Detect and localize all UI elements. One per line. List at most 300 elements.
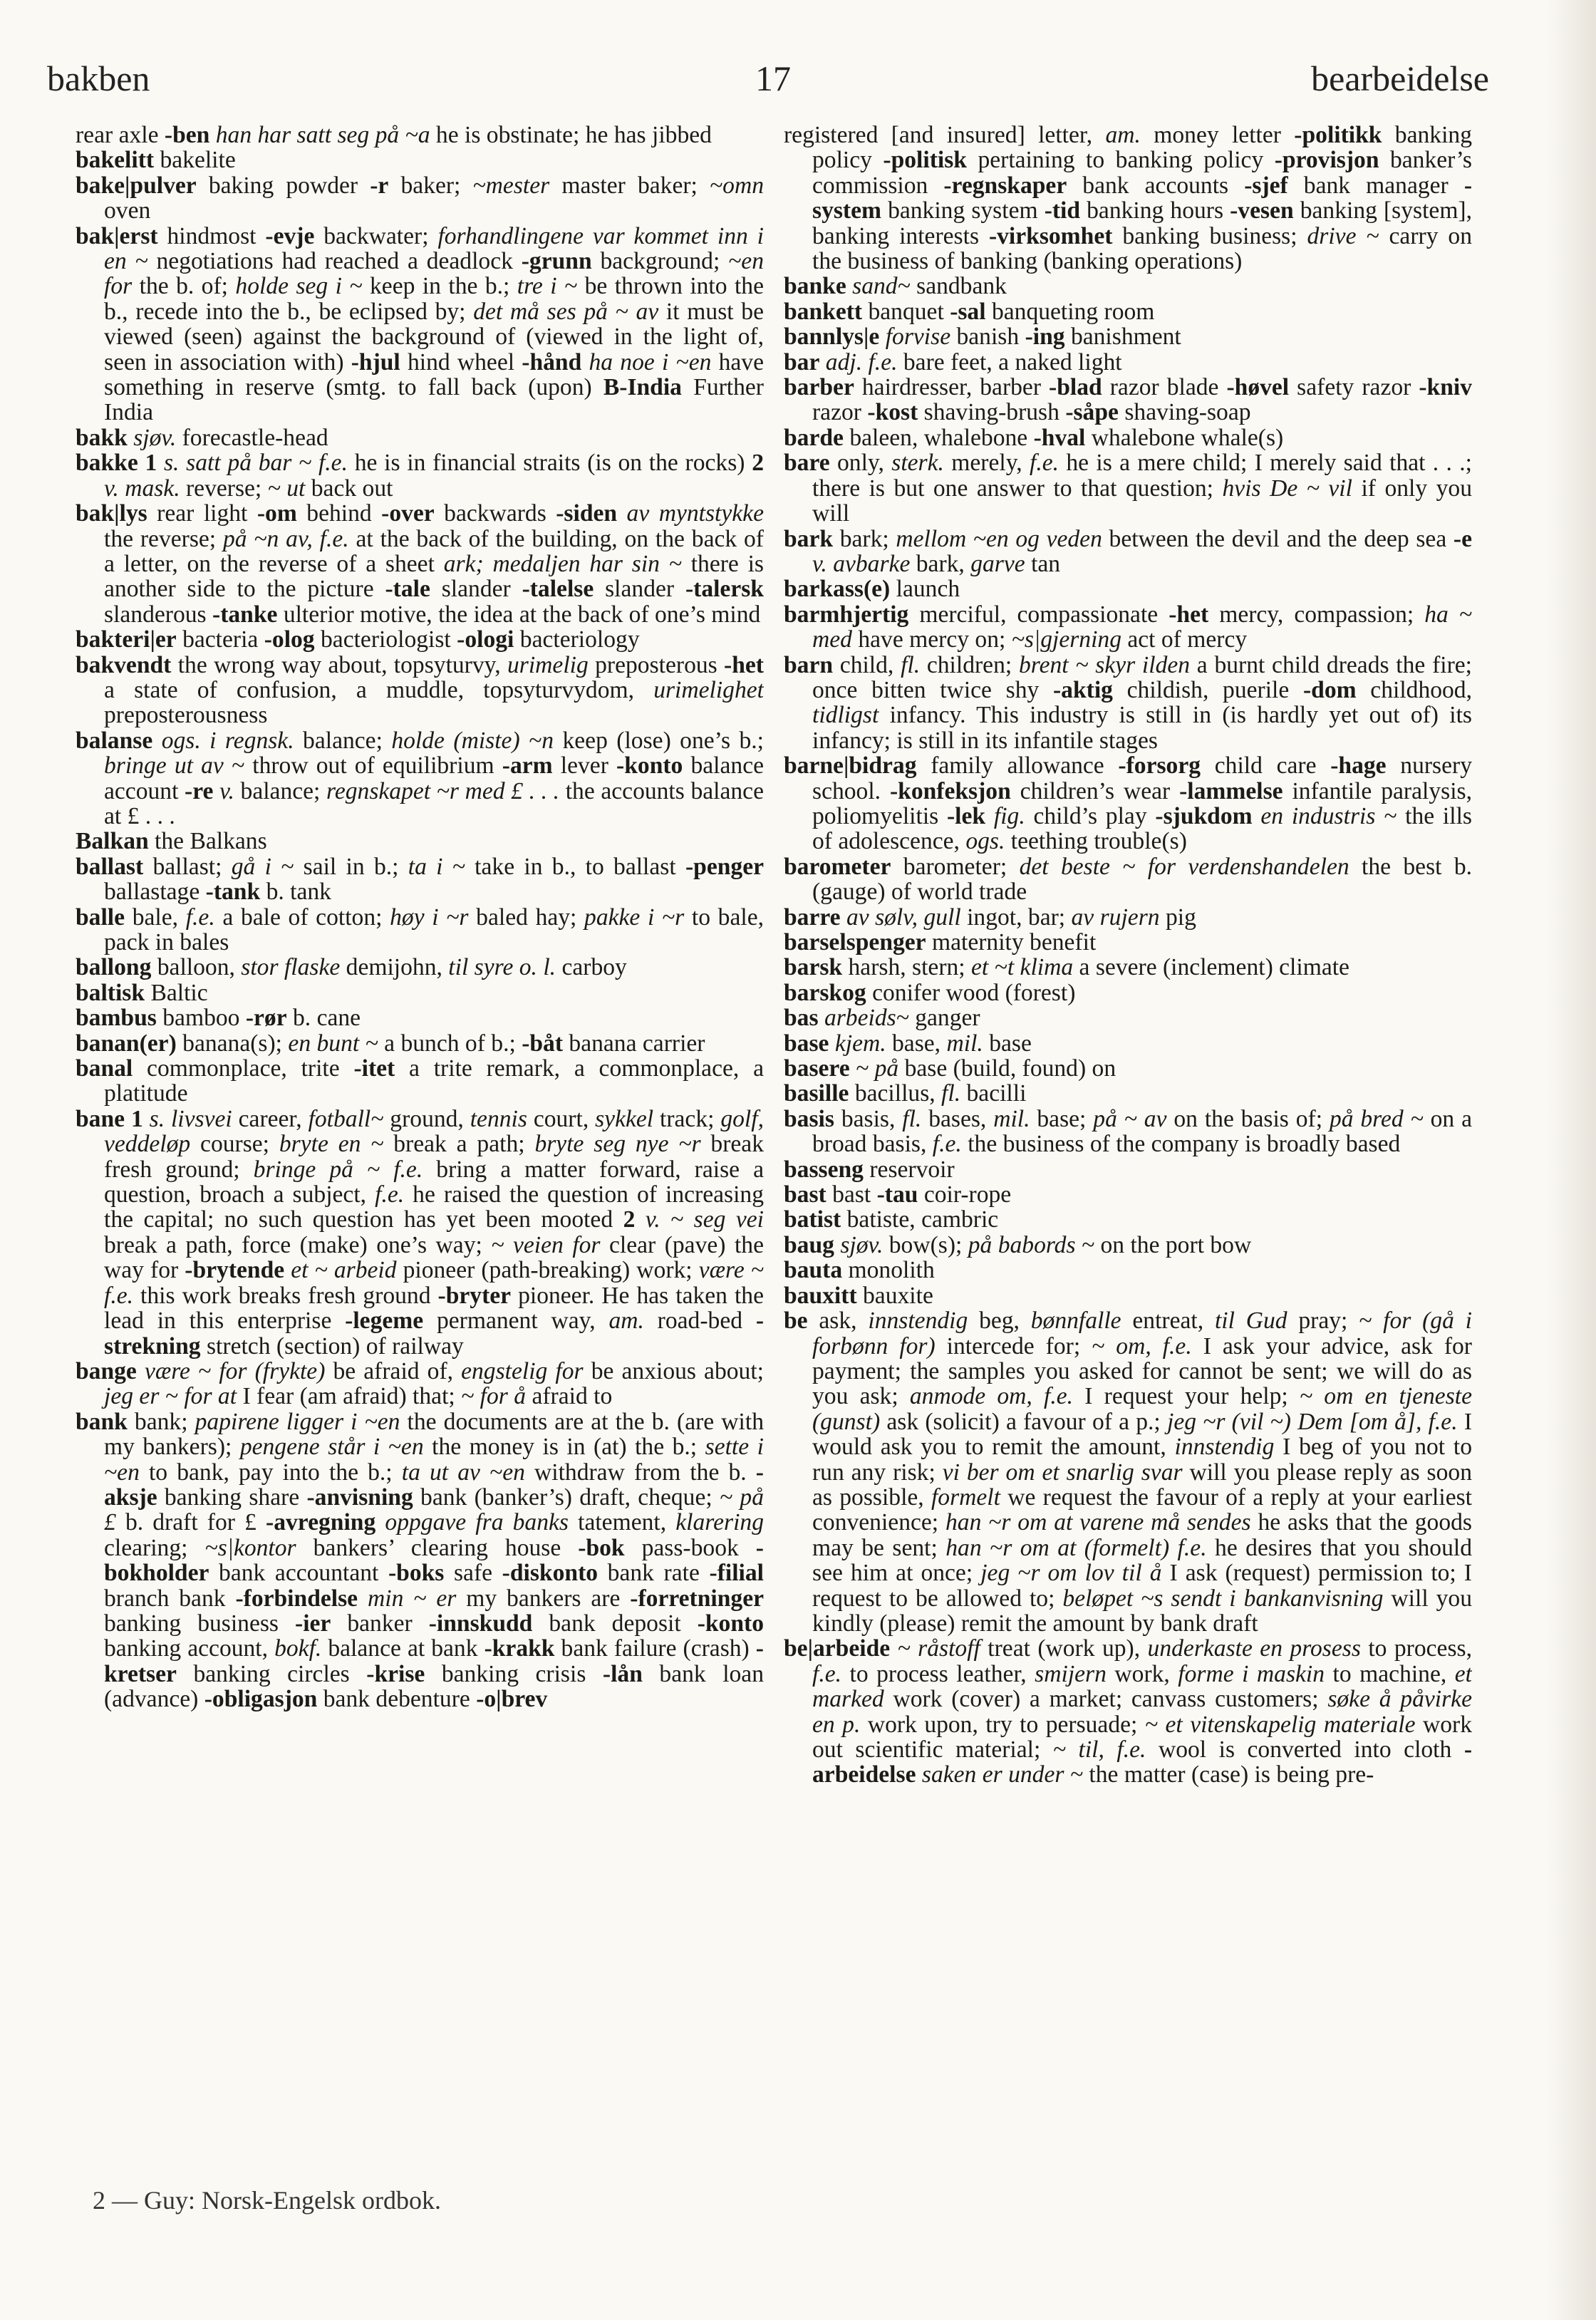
entry-text: on the basis of; [1166, 1105, 1330, 1132]
entry-text: banking circles [176, 1660, 367, 1687]
entry-headword: -bokholder [104, 1534, 764, 1587]
entry-headword: B-India [603, 374, 682, 401]
entry-text: shaving-soap [1118, 399, 1251, 426]
entry-headword: -provisjon [1274, 147, 1379, 174]
entry-headword: -forbindelse [235, 1585, 358, 1612]
dictionary-entry [784, 1107, 1472, 1157]
entry-headword: barn [784, 651, 834, 678]
entry-italic-text: til Gud [1214, 1307, 1287, 1335]
entry-text: it must be viewed (seen) against the background of (viewed in the light of, seen in association with) [104, 298, 764, 376]
entry-text: he desires that you should see him at once; [812, 1534, 1472, 1587]
entry-text: banking [system], banking interests [812, 197, 1472, 249]
dictionary-entry [784, 1283, 1472, 1308]
entry-headword: -r [370, 172, 389, 199]
entry-text: will you kindly (please) remit the amount by bank draft [812, 1585, 1472, 1637]
entry-italic-text: ~ om en tjeneste (gunst) [812, 1383, 1472, 1435]
entry-headword: -forretninger [630, 1585, 764, 1612]
entry-italic-text: saken er under ~ [921, 1761, 1084, 1788]
entry-text: bale, [125, 903, 186, 931]
entry-text: a bunch of b.; [378, 1030, 522, 1057]
entry-headword: bak|lys [76, 500, 147, 527]
footer-signature: 2 — Guy: Norsk-Engelsk ordbok. [93, 2186, 441, 2215]
dictionary-entry [784, 1636, 1472, 1787]
entry-text: break fresh ground; [104, 1131, 764, 1183]
entry-headword: -krise [366, 1660, 425, 1687]
entry-italic-text: f.e. [185, 903, 215, 931]
entry-text: banker [331, 1610, 429, 1637]
entry-text: preposterous [588, 651, 725, 678]
entry-text: he is in financial straits (is on the rocks) [348, 450, 752, 477]
entry-text: have mercy on; [851, 626, 1012, 653]
entry-text: entreat, [1121, 1307, 1215, 1335]
entry-italic-text: s. livsvei [149, 1105, 232, 1132]
dictionary-entry [784, 1308, 1472, 1636]
entry-headword: be|arbeide [784, 1635, 891, 1662]
entry-text: course; [190, 1131, 279, 1158]
entry-italic-text: det beste ~ for verdenshandelen [1019, 853, 1349, 880]
entry-text [850, 1055, 856, 1082]
entry-text: b. draft for £ [115, 1509, 266, 1536]
entry-italic-text: ~ ut [267, 475, 306, 502]
entry-text: he asks that the goods may be sent; [812, 1509, 1472, 1561]
entry-text [879, 323, 885, 350]
entry-headword: -hval [1033, 424, 1086, 451]
entry-text: court, [527, 1105, 596, 1132]
entry-italic-text: regnskapet ~r med £ . . . [326, 777, 560, 804]
entry-text: reverse; [180, 475, 268, 502]
entry-text: beg, [968, 1307, 1031, 1335]
entry-headword: barometer [784, 853, 891, 880]
entry-headword: -talelse [522, 576, 594, 603]
entry-italic-text: ~ til, f.e. [1052, 1736, 1146, 1763]
entry-text: to bank, pay into the b.; [139, 1459, 402, 1486]
entry-italic-text: am. [1105, 123, 1141, 148]
entry-italic-text: mil. [946, 1030, 983, 1057]
entry-text: sail in b.; [294, 853, 408, 880]
entry-headword: banan(er) [76, 1030, 177, 1057]
entry-italic-text: ~omn [710, 172, 764, 199]
entry-headword: banke [784, 273, 846, 300]
entry-headword: -over [381, 500, 435, 527]
entry-italic-text: et marked [812, 1660, 1472, 1713]
entry-text: banking share [157, 1483, 307, 1511]
entry-text: bank manager [1287, 172, 1464, 199]
dictionary-entry [784, 274, 1472, 299]
dictionary-entry [784, 527, 1472, 577]
entry-text: if only you will [812, 475, 1472, 527]
entry-headword: bas [784, 1005, 819, 1032]
entry-italic-text: urimelig [507, 651, 589, 678]
entry-italic-text: forvise [885, 323, 951, 351]
entry-italic-text: et ~t klima [971, 954, 1074, 981]
entry-text: backwards [434, 500, 556, 527]
entry-headword: -virksomhet [988, 222, 1113, 249]
dictionary-entry [76, 224, 764, 425]
entry-italic-text: av rujern [1071, 903, 1160, 931]
entry-text: pig [1159, 903, 1196, 931]
entry-headword: bakk [76, 424, 128, 451]
entry-text: bakelite [154, 147, 236, 174]
entry-headword: -grunn [521, 248, 592, 275]
entry-italic-text: ha ~ med [812, 601, 1472, 653]
entry-italic-text: vi ber om et snarlig svar [942, 1459, 1183, 1486]
entry-text: to process, [1360, 1635, 1472, 1662]
entry-headword: 1 [145, 450, 157, 477]
entry-italic-text: adj. f.e. [825, 348, 898, 376]
entry-italic-text: være ~ f.e. [104, 1257, 764, 1309]
entry-italic-text: stor flaske [241, 954, 341, 981]
entry-headword: base [784, 1030, 829, 1057]
entry-text: nursery school. [812, 752, 1472, 804]
entry-text: forecastle-head [176, 424, 328, 451]
entry-text: bast [826, 1181, 877, 1208]
entry-headword: -o|brev [476, 1686, 548, 1713]
entry-text: bacillus, [849, 1080, 942, 1107]
entry-italic-text: ~en for [104, 248, 764, 300]
entry-text: conifer wood (forest) [866, 979, 1076, 1006]
entry-headword: -evje [265, 222, 315, 249]
entry-text: he is a mere child; I merely said that . . .; there is but one answer to that question; [812, 450, 1472, 502]
entry-text: background; [591, 248, 729, 275]
entry-italic-text: min ~ er [368, 1585, 457, 1612]
entry-headword: barselspenger [784, 929, 926, 956]
entry-text: pioneer. He has taken the lead in this enterprise [104, 1282, 764, 1335]
entry-headword: basere [784, 1055, 850, 1082]
entry-italic-text: ~ om, f.e. [1092, 1332, 1192, 1360]
entry-text: hairdresser, barber [854, 374, 1050, 401]
entry-text: children; [920, 651, 1019, 678]
dictionary-entry [784, 1005, 1472, 1030]
entry-italic-text: f.e. [1030, 450, 1059, 477]
entry-text [143, 1106, 150, 1132]
entry-text: I would ask you to remit the amount, [812, 1408, 1472, 1461]
entry-headword: -hånd [522, 348, 582, 376]
entry-text: reservoir [863, 1156, 955, 1183]
entry-headword: -tau [876, 1181, 918, 1208]
entry-text: Further India [104, 374, 764, 426]
entry-italic-text: ~s|gjerning [1011, 626, 1121, 653]
entry-italic-text: hvis De ~ vil [1222, 475, 1352, 502]
entry-text: pioneer (path-breaking) work; [396, 1257, 699, 1284]
entry-text: baking powder [196, 172, 370, 199]
entry-headword: -lek [947, 802, 986, 829]
entry-headword: -ologi [457, 626, 514, 653]
entry-text: balance at bank [321, 1635, 484, 1662]
entry-text: be afraid of, [325, 1357, 462, 1384]
entry-italic-text: jeg er ~ for at [104, 1383, 237, 1410]
entry-text: bank debenture [317, 1686, 477, 1713]
entry-headword: bane [76, 1105, 125, 1132]
entry-italic-text: ta i ~ [408, 853, 465, 880]
entry-text: the accounts balance at £ . . . [104, 777, 764, 829]
entry-headword: bak|erst [76, 222, 158, 249]
entry-headword: -om [256, 500, 297, 527]
entry-headword: -het [1168, 601, 1209, 628]
entry-italic-text: bokf. [274, 1635, 322, 1662]
dictionary-entry [76, 829, 764, 854]
entry-headword: -siden [556, 500, 618, 527]
entry-text: child’s play [1025, 802, 1156, 829]
entry-italic-text: am. [608, 1307, 644, 1335]
entry-text: oven [104, 197, 151, 224]
entry-headword: bark [784, 525, 834, 552]
entry-headword: bankett [784, 298, 863, 325]
entry-italic-text: sjøv. [133, 424, 177, 451]
dictionary-entry [784, 1157, 1472, 1182]
entry-italic-text: jeg ~r (vil ~) Dem [om å], f.e. [1166, 1408, 1458, 1435]
entry-italic-text: bønnfalle [1030, 1307, 1121, 1335]
entry-italic-text: oppgave fra banks [385, 1509, 569, 1536]
entry-italic-text: bringe ut av ~ [104, 752, 245, 780]
entry-headword: -aksje [104, 1459, 764, 1511]
entry-italic-text: pakke i ~r [584, 903, 685, 931]
entry-headword: -penger [685, 853, 764, 880]
entry-text: road-bed [643, 1307, 756, 1335]
entry-text: slander [594, 576, 685, 603]
entry-text: child care [1201, 752, 1331, 780]
entry-headword: -legeme [345, 1307, 424, 1335]
entry-text [581, 349, 589, 376]
entry-text: a burnt child dreads the fire; once bitten twice shy [812, 651, 1472, 703]
entry-text: Baltic [145, 979, 208, 1006]
entry-text: the reverse; [104, 525, 223, 552]
entry-italic-text: til syre o. l. [448, 954, 556, 981]
entry-italic-text: søke å påvirke en p. [812, 1686, 1472, 1738]
entry-italic-text: han ~r om at (formelt) f.e. [945, 1534, 1207, 1561]
entry-italic-text: en industris ~ [1260, 802, 1397, 829]
entry-italic-text: beløpet ~s sendt i bankanvisning [1062, 1585, 1384, 1612]
entry-text [829, 1030, 834, 1057]
entry-text: bark, [910, 550, 971, 577]
dictionary-entry [784, 602, 1472, 653]
entry-text: tan [1025, 550, 1061, 577]
entry-italic-text: arbeids~ [824, 1005, 909, 1032]
entry-text: coir-rope [918, 1181, 1012, 1208]
entry-italic-text: sette i ~en [104, 1434, 764, 1486]
entry-italic-text: være ~ for (frykte) [144, 1357, 326, 1384]
entry-italic-text: det må ses på ~ av [473, 298, 659, 325]
running-head-first-word: bakben [47, 58, 150, 98]
entry-text: I ask (request) permission to; I request to be allowed to; [812, 1560, 1472, 1612]
entry-text: base [983, 1030, 1032, 1057]
entry-headword: barskog [784, 979, 866, 1006]
entry-headword: -hjul [351, 348, 400, 376]
dictionary-entry [76, 653, 764, 728]
entry-italic-text: han har satt seg på ~a [215, 123, 430, 148]
entry-text: we request the favour of a reply at your earliest convenience; [812, 1483, 1472, 1536]
entry-text: to machine, [1325, 1660, 1455, 1687]
entry-italic-text: på bred ~ [1329, 1105, 1424, 1132]
entry-text: ganger [908, 1005, 980, 1032]
entry-text [985, 803, 994, 829]
entry-headword: bambus [76, 1005, 157, 1032]
entry-text: bank loan (advance) [104, 1660, 764, 1713]
entry-headword: bakteri|er [76, 626, 177, 653]
entry-text: take in b., to ballast [465, 853, 685, 880]
entry-italic-text: fl. [901, 651, 921, 678]
entry-text: be anxious about; [583, 1357, 764, 1384]
entry-text: wool is converted into cloth [1146, 1736, 1464, 1763]
entry-text [819, 349, 825, 376]
running-head-last-word: bearbeidelse [1311, 58, 1489, 98]
entry-italic-text: ~s|kontor [204, 1534, 296, 1561]
dictionary-entry [76, 147, 764, 172]
dictionary-entry [784, 375, 1472, 425]
entry-italic-text: bryte seg nye ~r [534, 1131, 701, 1158]
entry-text: banking hours [1080, 197, 1230, 224]
entry-text: family allowance [916, 752, 1119, 780]
entry-italic-text: tennis [470, 1105, 527, 1132]
entry-italic-text: han ~r om at varene må sendes [945, 1509, 1251, 1536]
entry-text [819, 1005, 824, 1031]
entry-headword: -e [1453, 525, 1472, 552]
dictionary-entry [784, 299, 1472, 324]
entry-italic-text: gå i ~ [231, 853, 294, 880]
entry-italic-text: drive ~ [1307, 222, 1379, 249]
entry-text: demijohn, [340, 954, 449, 981]
entry-headword: baltisk [76, 979, 145, 1006]
entry-text: money letter [1140, 123, 1295, 148]
entry-italic-text: urimelighet [653, 676, 764, 703]
entry-text: razor blade [1102, 374, 1227, 401]
entry-text: b. cane [286, 1005, 361, 1032]
entry-italic-text: ta ut av ~en [401, 1459, 525, 1486]
entry-headword: Balkan [76, 828, 149, 855]
dictionary-entry [76, 123, 764, 147]
entry-text: baker; [388, 172, 473, 199]
entry-headword: batist [784, 1206, 841, 1233]
entry-headword: balanse [76, 727, 153, 754]
entry-italic-text: formelt [931, 1483, 1000, 1511]
dictionary-entry [784, 1056, 1472, 1081]
entry-headword: bange [76, 1357, 137, 1384]
entry-text: work, [1106, 1660, 1178, 1687]
entry-headword: -arm [502, 752, 553, 780]
entry-headword: -sjef [1244, 172, 1288, 199]
entry-text: on the port bow [1094, 1231, 1252, 1258]
entry-italic-text: underkaste en prosess [1147, 1635, 1361, 1662]
entry-text: banking account, [104, 1635, 275, 1662]
entry-headword: -lammelse [1179, 777, 1283, 804]
entry-italic-text: anmode om, f.e. [909, 1383, 1074, 1410]
entry-text: balloon, [151, 954, 242, 981]
entry-headword: -båt [522, 1030, 564, 1057]
entry-text: keep in the b.; [362, 273, 517, 300]
entry-headword: bake|pulver [76, 172, 197, 199]
entry-text: bankers’ clearing house [296, 1534, 579, 1561]
entry-text: base, [886, 1030, 947, 1057]
entry-italic-text: garve [970, 550, 1025, 577]
entry-text [209, 123, 215, 148]
entry-text: he raised the question of increasing the capital; no such question has yet been mooted [104, 1181, 764, 1233]
entry-text: ask (solicit) a favour of a p.; [880, 1408, 1167, 1435]
entry-headword: -kniv [1419, 374, 1472, 401]
entry-italic-text: sterk. [891, 450, 944, 477]
dictionary-entry [784, 955, 1472, 980]
entry-headword: bakke [76, 450, 138, 477]
entry-italic-text: på babords ~ [968, 1231, 1095, 1258]
entry-text: hindmost [157, 222, 266, 249]
entry-italic-text: mellom ~en og veden [896, 525, 1102, 552]
entry-text: monolith [842, 1257, 935, 1284]
entry-headword: -system [812, 172, 1472, 224]
entry-text: work (cover) a market; canvass customers; [884, 1686, 1328, 1713]
entry-text: banking crisis [425, 1660, 603, 1687]
entry-text: banker’s commission [812, 147, 1472, 199]
entry-text: a bale of cotton; [214, 903, 390, 931]
entry-text: afraid to [526, 1383, 613, 1410]
entry-headword: -kost [867, 399, 918, 426]
entry-text [358, 1585, 368, 1612]
entry-text: ask, [807, 1307, 869, 1335]
entry-text: stretch (section) of railway [200, 1332, 464, 1360]
dictionary-entry [784, 1233, 1472, 1258]
entry-text: batiste, cambric [841, 1206, 999, 1233]
entry-italic-text: et ~ arbeid [291, 1257, 397, 1284]
dictionary-entry [784, 653, 1472, 754]
entry-text: bank deposit [532, 1610, 698, 1637]
entry-italic-text: sykkel [595, 1105, 654, 1132]
entry-italic-text: smijern [1035, 1660, 1107, 1687]
entry-text: bank accountant [209, 1560, 388, 1587]
entry-text: the business of the company is broadly based [961, 1131, 1401, 1158]
entry-headword: -tank [205, 879, 261, 906]
dictionary-entry [76, 854, 764, 905]
entry-italic-text: v. [219, 777, 234, 804]
entry-italic-text: fl. [941, 1080, 961, 1107]
entry-headword: -sjukdom [1155, 802, 1253, 829]
entry-text: base (build, found) on [898, 1055, 1116, 1082]
entry-headword: -aktig [1053, 676, 1113, 703]
entry-text: launch [890, 576, 960, 603]
entry-headword: ballast [76, 853, 144, 880]
entry-text: basis, [834, 1105, 903, 1132]
entry-italic-text: innstendig [868, 1307, 968, 1335]
entry-text: I ask your advice, ask for payment; the samples you asked for cannot be sent; we will do as you ask; [812, 1332, 1472, 1410]
entry-headword: -tanke [212, 601, 278, 628]
dictionary-entry [784, 1081, 1472, 1106]
entry-headword: barne|bidrag [784, 752, 917, 780]
entry-headword: -politisk [883, 147, 967, 174]
entry-text: have something in reserve (smtg. to fall back (upon) [104, 348, 764, 401]
entry-text: to bale, pack in bales [104, 903, 764, 956]
right-column [784, 123, 1472, 2179]
entry-text: whalebone whale(s) [1085, 424, 1284, 451]
entry-headword: -talersk [685, 576, 764, 603]
entry-italic-text: forme i maskin [1178, 1660, 1325, 1687]
entry-headword: balle [76, 903, 125, 931]
dictionary-entry [784, 854, 1472, 905]
entry-text: balance; [294, 727, 392, 754]
entry-text: clear (pave) the way for [104, 1231, 764, 1284]
entry-headword: -re [185, 777, 214, 804]
page-edge-shadow [1546, 0, 1596, 2320]
entry-headword: -avregning [266, 1509, 376, 1536]
entry-text: b. tank [260, 879, 331, 906]
entry-text: banking system [881, 197, 1045, 224]
entry-headword: -bok [578, 1534, 625, 1561]
entry-italic-text: s. satt på bar ~ f.e. [163, 450, 348, 477]
entry-italic-text: ~mester [472, 172, 550, 199]
entry-text: slander [430, 576, 522, 603]
entry-text [890, 1635, 897, 1662]
dictionary-entry [76, 980, 764, 1005]
entry-headword: -strekning [104, 1307, 764, 1360]
dictionary-entry [76, 627, 764, 652]
entry-headword: -tale [385, 576, 430, 603]
entry-text: child, [833, 651, 901, 678]
entry-headword: bakvendt [76, 651, 172, 678]
